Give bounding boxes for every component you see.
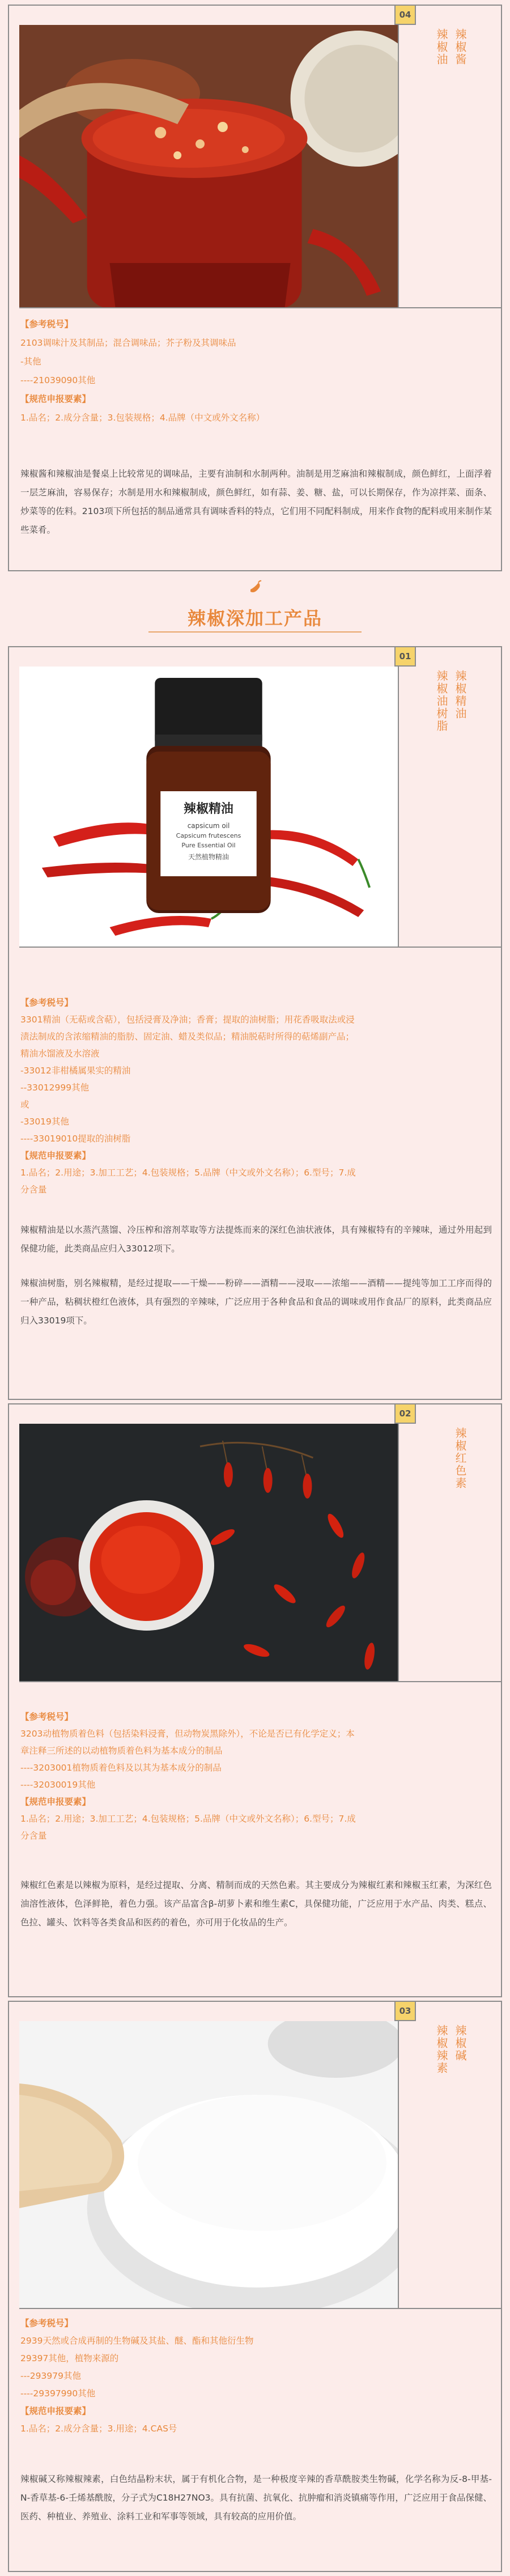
tariff-line: 1.品名；2.用途；3.加工工艺；4.包装规格；5.品牌（中文或外文名称）；6.型号；7.成: [20, 1168, 356, 1178]
vtitle-item: 辣椒碱: [453, 2025, 467, 2062]
tariff-line: ----3203001植物质着色料及以其为基本成分的制品: [20, 1763, 222, 1773]
card-capsaicin: [8, 2001, 502, 2572]
description: [20, 2470, 492, 2542]
photo-bottom-rule: [19, 1681, 501, 1682]
tariff-line: 【参考税号】: [20, 2318, 74, 2328]
card-vertical-title: [451, 1427, 467, 1489]
tariff-line: -33012非柑橘属果实的精油: [20, 1066, 131, 1076]
tariff-line: 分含量: [20, 1831, 47, 1841]
tariff-line: -其他: [20, 357, 41, 367]
vtitle-item: 辣椒油树脂: [435, 670, 448, 732]
capsaicin-photo: [19, 2021, 399, 2308]
card-vertical-title: [435, 670, 467, 732]
card-number-badge: 01: [394, 646, 416, 667]
capsaicin-image: [19, 2021, 398, 2308]
tariff-line: 渍法制成的含浓缩精油的脂肪、固定油、蜡及类似品；精油脱萜时所得的萜烯副产品；: [20, 1032, 355, 1042]
card-paprika-red-pigment: [8, 1403, 502, 1997]
bottle-label-title: 辣椒精油: [184, 801, 233, 817]
tariff-line: 1.品名；2.成分含量；3.用途；4.CAS号: [20, 2424, 177, 2434]
essential-oil-photo: [19, 667, 399, 947]
tariff-line: 3301精油（无萜或含萜），包括浸膏及净油；香膏；提取的油树脂；用花香吸取法或浸: [20, 1015, 355, 1025]
tariff-info: [9, 2315, 501, 2438]
tariff-line: ----29397990其他: [20, 2388, 96, 2399]
bottle-label-en3: Pure Essential Oil: [181, 841, 236, 850]
section-header: [0, 572, 510, 646]
chili-sauce-photo: [19, 25, 399, 307]
description-paragraph: 辣椒精油是以水蒸汽蒸馏、冷压榨和溶剂萃取等方法提炼而来的深红色油状液体，具有辣椒特有的辛辣味，通过外用起到保健功能，此类商品应归入33012项下。: [20, 1225, 492, 1254]
tariff-line: 【规范申报要素】: [20, 1797, 91, 1807]
description-paragraph: 辣椒酱和辣椒油是餐桌上比较常见的调味品，主要有油制和水制两种。油制是用芝麻油和辣椒制成，颜色鲜红，上面浮着一层芝麻油，容易保存；水制是用水和辣椒制成，颜色鲜红，如有蒜、姜、糖、盐，可以长期保存，作为凉拌菜、面条、炒菜等的佐料。2103项下所包括的制品通常具有调味香料的特点，它们用不同配料制成，用来作食物的配料或用来制作某些菜肴。: [20, 469, 492, 535]
photo-bottom-rule: [19, 307, 501, 308]
vtitle-item: 辣椒油: [435, 28, 448, 66]
tariff-line: ----21039090其他: [20, 375, 96, 385]
description: [20, 1876, 492, 1948]
red-pigment-photo: [19, 1424, 399, 1681]
chili-sauce-image: [19, 25, 398, 307]
tariff-line: 【参考税号】: [20, 319, 74, 329]
vtitle-item: 辣椒精油: [453, 670, 467, 720]
vtitle-item: 辣椒红色素: [453, 1427, 467, 1489]
section-title: 辣椒深加工产品: [187, 608, 322, 629]
tariff-line: 章注释三所述的以动植物质着色料为基本成分的制品: [20, 1746, 223, 1756]
card-number-badge: 03: [394, 2001, 416, 2021]
tariff-line: 2103调味汁及其制品；混合调味品；芥子粉及其调味品: [20, 338, 236, 348]
photo-bottom-rule: [19, 947, 501, 948]
card-chili-sauce: [8, 5, 502, 571]
tariff-line: ----32030019其他: [20, 1780, 96, 1790]
card-number-badge: 02: [394, 1403, 416, 1424]
tariff-line: 【参考税号】: [20, 998, 74, 1008]
description: [20, 465, 492, 555]
tariff-line: 1.品名；2.用途；3.加工工艺；4.包装规格；5.品牌（中文或外文名称）；6.型号；7.成: [20, 1814, 356, 1824]
tariff-line: 3203动植物质着色料（包括染料浸膏，但动物炭黑除外），不论是否已有化学定义；本: [20, 1729, 355, 1739]
photo-bottom-rule: [19, 2308, 501, 2309]
pepper-icon: [247, 579, 263, 595]
bottle-label-en1: capsicum oil: [187, 821, 230, 830]
vtitle-item: 辣椒辣素: [435, 2025, 448, 2074]
tariff-line: --33012999其他: [20, 1083, 90, 1093]
tariff-line: 或: [20, 1100, 29, 1110]
tariff-line: -33019其他: [20, 1117, 69, 1127]
tariff-line: 【规范申报要素】: [20, 2406, 91, 2416]
tariff-info: [9, 1708, 501, 1844]
red-pigment-image: [19, 1424, 398, 1681]
card-number-badge: 04: [394, 5, 416, 25]
card-vertical-title: [435, 2025, 467, 2074]
card-vertical-title: [435, 28, 467, 66]
section-underline: [148, 631, 362, 633]
card-chili-essential-oil: [8, 646, 502, 1400]
tariff-line: 【规范申报要素】: [20, 1151, 91, 1161]
tariff-info: [9, 994, 501, 1198]
description-paragraph: 辣椒碱又称辣椒辣素，白色结晶粉末状，属于有机化合物，是一种极度辛辣的香草酰胺类生物碱，化学名称为反-8-甲基-N-香草基-6-壬烯基酰胺，分子式为C18H27NO3。具有抗菌、抗氧化、抗肿瘤和消炎镇痛等作用，广泛应用于食品保健、医药、种植业、养殖业、涂料工业和军事等领域，具有较高的应用价值。: [20, 2474, 492, 2522]
essential-oil-image: [19, 667, 398, 947]
tariff-line: 分含量: [20, 1185, 47, 1195]
tariff-line: 1.品名；2.成分含量；3.包装规格；4.品牌（中文或外文名称）: [20, 413, 265, 423]
tariff-line: 精油水馏液及水溶液: [20, 1049, 100, 1059]
description-paragraph: 辣椒红色素是以辣椒为原料，是经过提取、分离、精制而成的天然色素。其主要成分为辣椒红素和辣椒玉红素，为深红色油溶性液体，色泽鲜艳，着色力强。该产品富含β-胡萝卜素和维生素C，具保健功能，广泛应用于水产品、肉类、糕点、色拉、罐头、饮料等各类食品和医药的着色，亦可用于化妆品的生产。: [20, 1880, 492, 1928]
bottle-label-en2: Capsicum frutescens: [176, 831, 241, 840]
vtitle-item: 辣椒酱: [453, 28, 467, 66]
description-paragraph: 辣椒油树脂，别名辣椒精，是经过提取——干燥——粉碎——酒精——浸取——浓缩——酒精——提纯等加工工序而得的一种产品，粘稠状橙红色液体，具有强烈的辛辣味，广泛应用于各种食品和食品的调味或用作食品厂的原料，此类商品应归入33019项下。: [20, 1278, 492, 1326]
tariff-line: 29397其他，植物来源的: [20, 2353, 119, 2363]
tariff-line: ---293979其他: [20, 2371, 81, 2381]
tariff-line: 【参考税号】: [20, 1712, 74, 1722]
tariff-line: 2939天然或合成再制的生物碱及其盐、醚、酯和其他衍生物: [20, 2336, 254, 2346]
tariff-line: 【规范申报要素】: [20, 394, 91, 404]
bottle-label-cn: 天然植物精油: [188, 852, 229, 862]
description: [20, 1221, 492, 1346]
tariff-line: ----33019010提取的油树脂: [20, 1134, 131, 1144]
tariff-info: [9, 315, 501, 427]
